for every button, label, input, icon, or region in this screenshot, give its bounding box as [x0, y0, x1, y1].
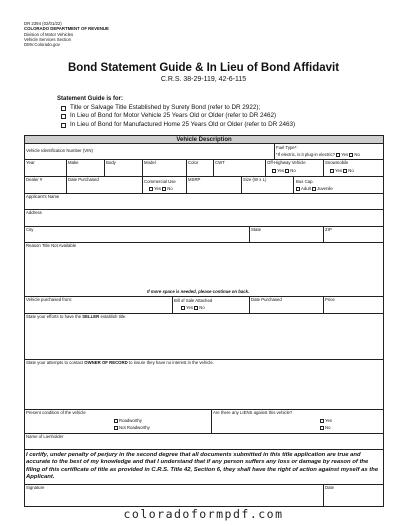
- department-name: COLORADO DEPARTMENT OF REVENUE: [24, 26, 109, 32]
- model-label: Model: [144, 160, 156, 165]
- watermark: coloradoformpdf.com: [123, 507, 284, 521]
- dealer-label: Dealer #: [26, 177, 43, 182]
- fuel-type-label: Fuel Type*:: [276, 145, 298, 150]
- offhighway-label: Off-Highway Vehicle: [267, 160, 306, 165]
- guide-option[interactable]: Title or Salvage Title Established by Surety Bond (refer to DR 2922);: [61, 104, 295, 112]
- year-label: Year: [26, 160, 35, 165]
- more-space-note: If more space is needed, please continue on back.: [147, 289, 250, 294]
- checkbox[interactable]: [343, 169, 347, 173]
- checkbox[interactable]: [162, 187, 166, 191]
- address-label: Address: [26, 210, 42, 215]
- checkbox[interactable]: [61, 123, 66, 128]
- date-label: Date: [325, 485, 335, 490]
- bus-cap-label: Bus Cap.: [296, 179, 314, 184]
- owner-attempts-label: State your attempts to contact OWNER OF RECORD to insure they have no interest in the vehicle.: [26, 360, 214, 365]
- bill-of-sale-label: Bill of Sale Attached: [174, 298, 213, 303]
- checkbox[interactable]: [114, 426, 118, 430]
- checkbox[interactable]: [285, 169, 289, 173]
- certification-text: I certify, under penalty of perjury in the second degree that all documents submitted in this title application are true and accurate to the best of my knowledge and that I understand that if any person suffers any loss or damage by reason of the filing of this certificate of title as provided in C.R.S. Title 42, Section 6, they shall have the right of action against myself as the Applicant.: [26, 452, 379, 480]
- snowmobile-choice: Yes No: [330, 168, 354, 173]
- offhighway-choice: Yes No: [272, 168, 296, 173]
- checkbox[interactable]: [272, 169, 276, 173]
- guide-options: [61, 104, 295, 129]
- zip-label: ZIP: [325, 227, 332, 232]
- checkbox[interactable]: [336, 153, 340, 157]
- checkbox[interactable]: [312, 187, 316, 191]
- website-link[interactable]: DMV.Colorado.gov: [24, 42, 60, 48]
- checkbox[interactable]: [61, 114, 66, 119]
- liens-yes-option[interactable]: Yes: [320, 418, 332, 423]
- checkbox[interactable]: [349, 153, 353, 157]
- seller-efforts-label: State your efforts to have the SELLER establish title.: [26, 314, 127, 319]
- page-title: Bond Statement Guide & In Lieu of Bond Affidavit: [67, 62, 340, 74]
- cwt-label: CWT: [215, 160, 225, 165]
- bus-cap-choice: Adult Juvenile: [296, 186, 333, 191]
- checkbox[interactable]: [181, 306, 185, 310]
- checkbox[interactable]: [330, 169, 334, 173]
- section-header: Vehicle Description: [24, 135, 384, 144]
- date-purchased2-label: Date Purchased: [251, 297, 282, 302]
- commercial-use-label: Commercial Use: [144, 179, 176, 184]
- statutes: C.R.S. 38-29-119, 42-6-115: [160, 76, 247, 83]
- checkbox[interactable]: [194, 306, 198, 310]
- guide-label: Statement Guide is for:: [57, 96, 124, 102]
- make-label: Make: [68, 160, 79, 165]
- date-purchased-label: Date Purchased: [68, 177, 99, 182]
- reason-label: Reason Title Not Available: [26, 243, 77, 248]
- guide-option[interactable]: In Lieu of Bond for Motor Vehicle 25 Years Old or Older (refer to DR 2462): [61, 112, 295, 120]
- color-label: Color: [188, 160, 199, 165]
- vin-label: Vehicle Identification Number (VIN): [26, 148, 93, 153]
- division-name: Division of Motor Vehicles: [24, 31, 74, 37]
- state-label: State: [251, 227, 262, 232]
- form-id: DR 2394 (02/01/22): [24, 21, 62, 26]
- city-label: City: [26, 227, 34, 232]
- checkbox[interactable]: [320, 426, 324, 430]
- roadworthy-option[interactable]: Roadworthy: [114, 418, 142, 423]
- guide-option[interactable]: In Lieu of Bond for Manufactured Home 25 Years Old or Older (refer to DR 2463): [61, 121, 295, 129]
- bill-of-sale-choice: Yes No: [181, 305, 205, 310]
- agency-header: [24, 21, 109, 47]
- applicant-name-label: Applicant's Name: [26, 194, 60, 199]
- commercial-use-choice: Yes No: [149, 186, 173, 191]
- checkbox[interactable]: [320, 419, 324, 423]
- checkbox[interactable]: [61, 106, 66, 111]
- liens-no-option[interactable]: No: [320, 425, 331, 430]
- size-label: Size (W x L): [243, 177, 267, 182]
- checkbox[interactable]: [149, 187, 153, 191]
- snowmobile-label: Snowmobile: [325, 160, 349, 165]
- checkbox[interactable]: [296, 187, 300, 191]
- section-name: Vehicle Services Section: [24, 36, 72, 42]
- fuel-electric-question: *If electric, is it plug-in electric? Yes No: [276, 152, 360, 157]
- lienholder-label: Name of Lienholder: [26, 434, 64, 439]
- msrp-label: MSRP: [188, 177, 201, 182]
- body-label: Body: [106, 160, 116, 165]
- purchased-from-label: Vehicle purchased from:: [26, 297, 73, 302]
- price-label: Price: [325, 297, 335, 302]
- liens-label: Are there any LIENS against this vehicle?: [213, 410, 293, 415]
- checkbox[interactable]: [114, 419, 118, 423]
- not-roadworthy-option[interactable]: Not Roadworthy: [114, 425, 150, 430]
- condition-label: Present condition of the vehicle: [26, 410, 86, 415]
- signature-label: Signature: [26, 485, 45, 490]
